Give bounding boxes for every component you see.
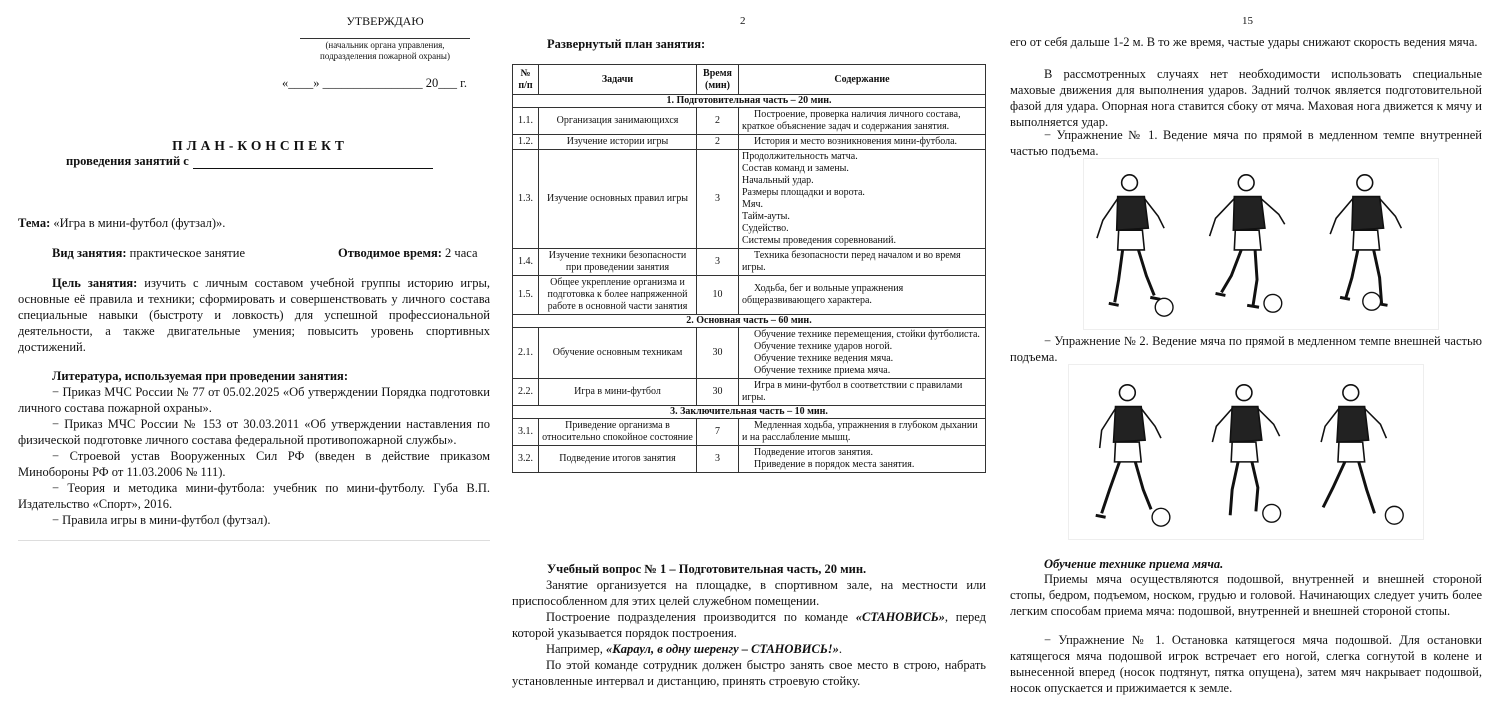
ball-icon	[1263, 504, 1281, 522]
approve-date-line: «____» ________________ 20___ г.	[282, 76, 467, 90]
content-line: Обучение технике ударов ногой.	[754, 341, 893, 352]
table-row	[513, 249, 986, 276]
content-line: Тайм-ауты.	[742, 211, 790, 222]
row-time: 30	[697, 328, 739, 379]
kind-value: практическое занятие	[126, 246, 246, 260]
ball-icon	[1385, 506, 1403, 524]
section-title: 3. Заключительная часть – 10 мин.	[513, 406, 986, 419]
table-section-row	[513, 95, 986, 108]
row-content	[739, 328, 986, 379]
signature-line	[300, 38, 470, 39]
column-header-tasks: Задачи	[539, 65, 697, 95]
goal-paragraph	[18, 275, 490, 355]
table-row	[513, 419, 986, 446]
literature-item: − Теория и методика мини-футбола: учебник по мини-футболу. Губа В.П. Издательство «Спорт», 2016.	[18, 481, 490, 511]
row-content	[739, 419, 986, 446]
theme-line	[18, 215, 490, 231]
content-line: Приведение в порядок места занятия.	[754, 459, 915, 470]
row-task: Изучение основных правил игры	[539, 150, 697, 249]
player-figure	[1097, 175, 1164, 305]
dribbling-outside-illustration	[1068, 364, 1424, 540]
command-text: «Караул, в одну шеренгу – СТАНОВИСЬ!»	[606, 642, 839, 656]
table-row	[513, 446, 986, 473]
page-number: 15	[1242, 15, 1253, 27]
row-task: Организация занимающихся	[539, 108, 697, 135]
ball-icon	[1363, 292, 1381, 310]
table-row	[513, 108, 986, 135]
paragraph: − Упражнение № 1. Остановка катящегося мяча подошвой. Для остановки катящегося мяча подошвой игрок встречает его ногой, слегка согнутой в колене и вынесенной вперед (носок подтянут, пятка опущена), затем мяч накрывает подошвой, носок опускается и прижимается к земле.	[1010, 633, 1482, 695]
row-number: 1.2.	[513, 135, 539, 150]
time-label: Отводимое время:	[338, 246, 442, 260]
row-number: 3.1.	[513, 419, 539, 446]
table-row	[513, 150, 986, 249]
row-content	[739, 135, 986, 150]
row-number: 2.2.	[513, 379, 539, 406]
row-content	[739, 276, 986, 315]
row-task: Игра в мини-футбол	[539, 379, 697, 406]
time-value: 2 часа	[441, 246, 478, 260]
plan-heading: Развернутый план занятия:	[547, 37, 706, 51]
row-content	[739, 446, 986, 473]
literature-item: − Приказ МЧС России № 153 от 30.03.2011 «Об утверждении наставления по физической подготовке личного состава федеральной противопожарной службы».	[18, 417, 490, 447]
row-time: 2	[697, 135, 739, 150]
literature-item: − Строевой устав Вооруженных Сил РФ (введен в действие приказом Минобороны РФ от 11.03.2006 № 111).	[18, 449, 490, 479]
row-time: 7	[697, 419, 739, 446]
row-time: 3	[697, 249, 739, 276]
row-task: Изучение истории игры	[539, 135, 697, 150]
table-row	[513, 276, 986, 315]
kind-line	[52, 245, 490, 261]
row-time: 3	[697, 446, 739, 473]
table-row	[513, 135, 986, 150]
section-title: 2. Основная часть – 60 мин.	[513, 315, 986, 328]
approve-heading: УТВЕРЖДАЮ	[346, 14, 424, 28]
row-time: 2	[697, 108, 739, 135]
text-run: Например,	[546, 642, 606, 656]
content-line: Построение, проверка наличия личного состава, краткое объяснение задач и содержания занятия.	[742, 109, 961, 132]
player-figure	[1096, 385, 1161, 517]
content-line: Ходьба, бег и вольные упражнения общеразвивающего характера.	[742, 283, 904, 306]
document-page-3	[998, 0, 1500, 711]
player-figure	[1321, 385, 1386, 514]
exercise-2-text: − Упражнение № 2. Ведение мяча по прямой в медленном темпе внешней частью подъема.	[1010, 334, 1482, 364]
content-line: Медленная ходьба, упражнения в глубоком дыхании и на расслабление мышц.	[742, 420, 978, 443]
content-line: Обучение технике ведения мяча.	[754, 353, 894, 364]
plan-table	[512, 64, 986, 473]
row-number: 2.1.	[513, 328, 539, 379]
paragraph: Приемы мяча осуществляются подошвой, внутренней и внешней стороной стопы, бедром, подъемом, носком, грудью и головой. Начинающих следует учить более легким способам приема мяча: подошвой, внутренней и внешней стороной стопы.	[1010, 572, 1482, 618]
content-line: Системы проведения соревнований.	[742, 235, 896, 246]
paragraph	[512, 609, 986, 641]
content-line: Размеры площадки и ворота.	[742, 187, 865, 198]
content-line: Продолжительность матча.	[742, 151, 858, 162]
content-line: Состав команд и замены.	[742, 163, 849, 174]
row-content	[739, 108, 986, 135]
content-line: Подведение итогов занятия.	[754, 447, 873, 458]
text-run: , перед которой указывается порядок построения.	[512, 610, 987, 640]
column-header-time: Время (мин)	[697, 65, 739, 95]
goal-value: изучить с личным составом учебной группы историю игры, основные её правила и техники; сформировать и совершенствовать у личного состава специальные навыки (быстроту и ловкость) для успешной профессиональной деятельности, а также двигательные умения; повысить уровень спортивных достижений.	[18, 276, 490, 354]
literature-item: − Приказ МЧС России № 77 от 05.02.2025 «Об утверждении Порядка подготовки личного состава пожарной охраны».	[18, 385, 490, 415]
table-header-row	[513, 65, 986, 95]
row-number: 1.5.	[513, 276, 539, 315]
section-title: 1. Подготовительная часть – 20 мин.	[513, 95, 986, 108]
table-section-row	[513, 315, 986, 328]
paragraph: В рассмотренных случаях нет необходимости использовать специальные маховые движения для выполнения ударов. Задний толчок является подготовительной фазой для удара. Опорная нога ставится сбоку от мяча. Маховая нога движется к мячу и выполняется удар.	[1010, 67, 1482, 129]
player-figure	[1210, 175, 1285, 307]
content-line: Игра в мини-футбол в соответствии с правилами игры.	[742, 380, 963, 403]
content-line: Начальный удар.	[742, 175, 814, 186]
reception-heading: Обучение технике приема мяча.	[1044, 557, 1224, 571]
row-task: Общее укрепление организма и подготовка к более напряженной работе в основной части занятия	[539, 276, 697, 315]
kind-label: Вид занятия:	[52, 246, 127, 260]
literature-heading: Литература, используемая при проведении занятия:	[52, 369, 348, 383]
document-page-2	[500, 0, 998, 711]
player-figure	[1330, 175, 1401, 305]
row-task: Приведение организма в относительно спокойное состояние	[539, 419, 697, 446]
paragraph	[512, 641, 986, 657]
row-time: 10	[697, 276, 739, 315]
question-heading: Учебный вопрос № 1 – Подготовительная часть, 20 мин.	[547, 562, 867, 576]
ball-icon	[1152, 508, 1170, 526]
paragraph: Занятие организуется на площадке, в спортивном зале, на местности или приспособленном для этих целей служебном помещении.	[512, 578, 986, 608]
player-figure	[1212, 385, 1279, 515]
content-line: Обучение технике перемещения, стойки футболиста.	[754, 329, 980, 340]
content-line: Техника безопасности перед началом и во время игры.	[742, 250, 961, 273]
subtitle-blank-line	[193, 157, 433, 169]
paragraph: его от себя дальше 1-2 м. В то же время, частые удары снижают скорость ведения мяча.	[1010, 35, 1478, 49]
exercise-1-text: − Упражнение № 1. Ведение мяча по прямой в медленном темпе внутренней частью подъема.	[1010, 128, 1482, 158]
subtitle-text: проведения занятий с	[66, 154, 189, 168]
ball-icon	[1264, 294, 1282, 312]
goal-label: Цель занятия:	[52, 276, 138, 290]
row-content	[739, 249, 986, 276]
row-task: Изучение техники безопасности при проведении занятия	[539, 249, 697, 276]
text-run: .	[838, 642, 842, 656]
plan-table-body	[513, 95, 986, 473]
table-row	[513, 328, 986, 379]
row-content	[739, 150, 986, 249]
content-line: Мяч.	[742, 199, 764, 210]
content-line: История и место возникновения мини-футбола.	[754, 136, 958, 147]
approve-subcaption: (начальник органа управления, подразделения пожарной охраны)	[320, 40, 450, 62]
theme-value: «Игра в мини-футбол (футзал)».	[50, 216, 226, 230]
page-divider	[18, 540, 490, 541]
dribbling-inside-illustration	[1083, 158, 1439, 330]
row-task: Обучение основным техникам	[539, 328, 697, 379]
table-section-row	[513, 406, 986, 419]
literature-list	[18, 384, 490, 528]
row-number: 3.2.	[513, 446, 539, 473]
text-run: Построение подразделения производится по команде	[546, 610, 856, 624]
row-time: 30	[697, 379, 739, 406]
row-number: 1.3.	[513, 150, 539, 249]
document-title: ПЛАН-КОНСПЕКТ	[172, 138, 348, 153]
content-line: Судейство.	[742, 223, 789, 234]
row-number: 1.1.	[513, 108, 539, 135]
command-text: «СТАНОВИСЬ»	[855, 610, 945, 624]
document-page-1	[0, 0, 500, 711]
row-time: 3	[697, 150, 739, 249]
ball-icon	[1155, 298, 1173, 316]
theme-label: Тема:	[18, 216, 51, 230]
page-number: 2	[740, 15, 746, 27]
column-header-content: Содержание	[739, 65, 986, 95]
column-header-number: № п/п	[513, 65, 539, 95]
document-subtitle	[66, 153, 486, 169]
question-text	[512, 577, 986, 689]
table-row	[513, 379, 986, 406]
paragraph: По этой команде сотрудник должен быстро занять свое место в строю, набрать установленные интервал и дистанцию, принять строевую стойку.	[512, 658, 986, 688]
row-task: Подведение итогов занятия	[539, 446, 697, 473]
content-line: Обучение технике приема мяча.	[754, 365, 891, 376]
row-content	[739, 379, 986, 406]
row-number: 1.4.	[513, 249, 539, 276]
literature-item: − Правила игры в мини-футбол (футзал).	[52, 513, 271, 527]
